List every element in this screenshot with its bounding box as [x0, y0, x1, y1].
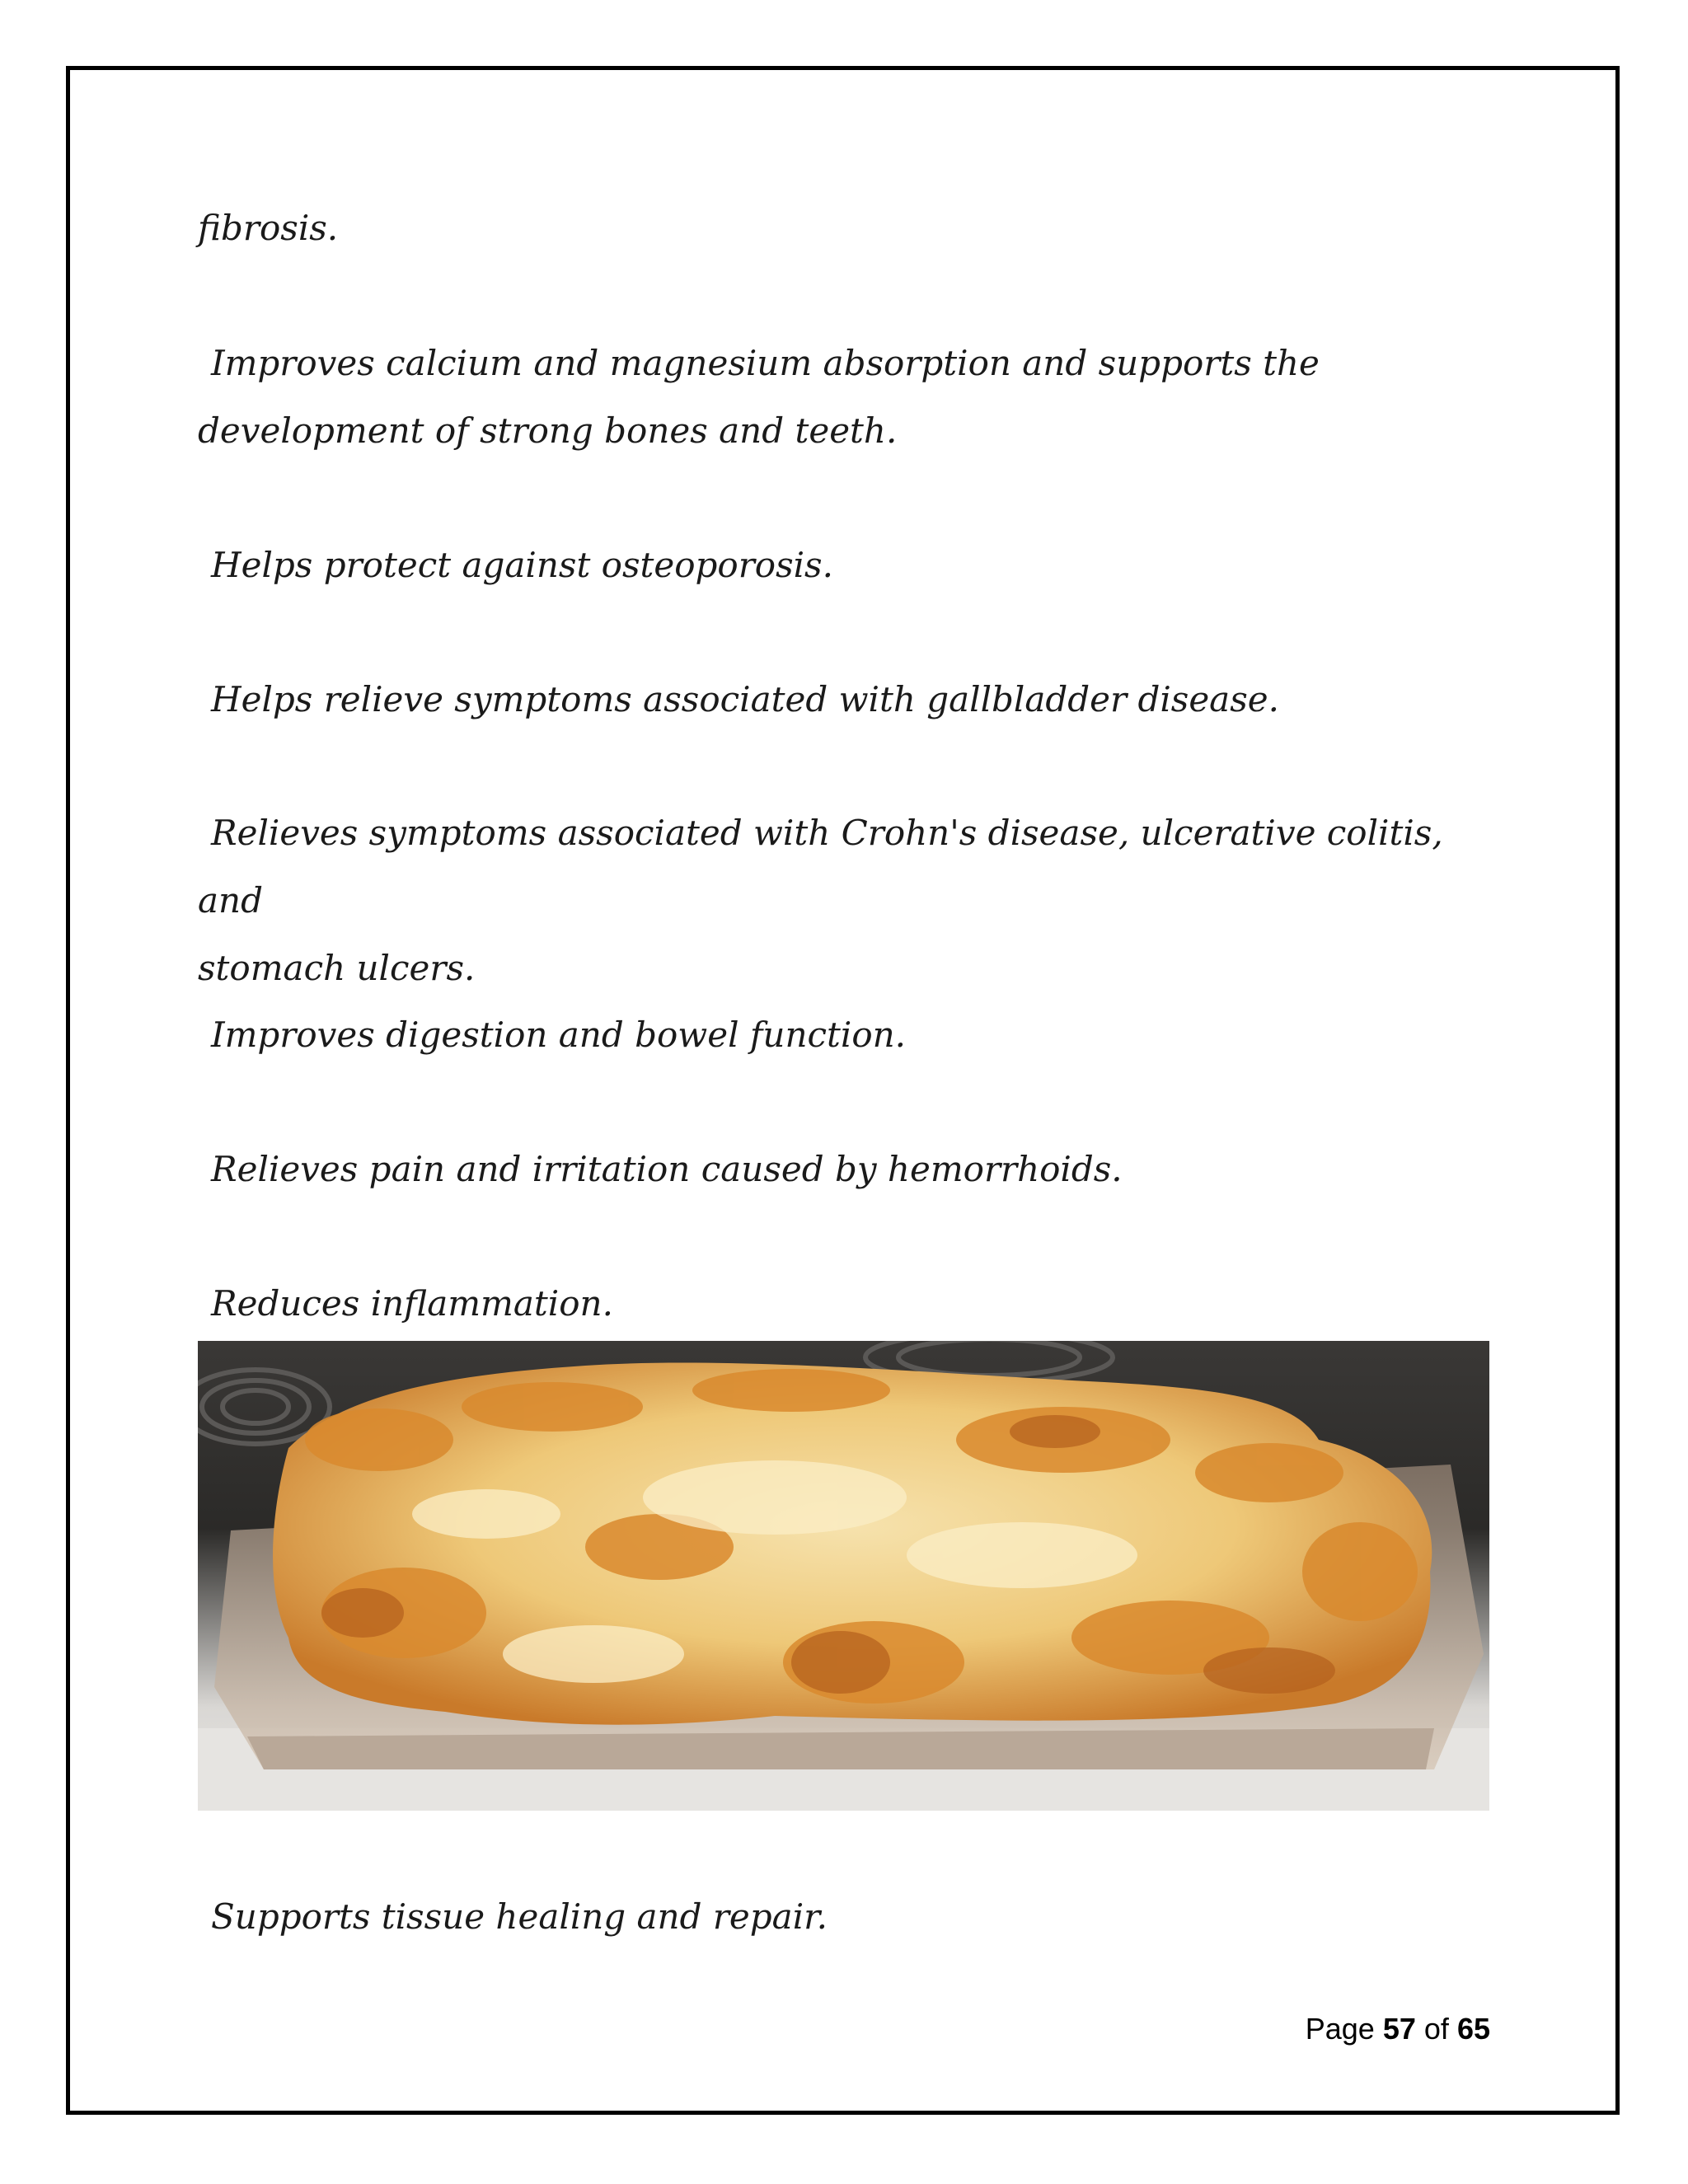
paragraph-digestion: [198, 1001, 1484, 1069]
paragraph-osteoporosis: [198, 532, 1484, 599]
pastry-illustration: [198, 1341, 1489, 1811]
paragraph-text: Relieves symptoms associated with Crohn's disease, ulcerative colitis, and stomach ulcers.: [198, 813, 1443, 988]
paragraph-text: Helps protect against osteoporosis.: [211, 545, 833, 585]
current-page: 57: [1382, 2012, 1416, 2046]
paragraph-text: Improves digestion and bowel function.: [211, 1015, 907, 1055]
paragraph-hemorrhoids: [198, 1136, 1484, 1203]
paragraph-fibrosis: fibrosis.: [198, 208, 339, 248]
paragraph-text: Helps relieve symptoms associated with gallbladder disease.: [211, 679, 1279, 719]
paragraph-text: Improves calcium and magnesium absorption and supports the development of strong bones and teeth.: [198, 343, 1320, 451]
paragraph-crohns: [198, 799, 1484, 1002]
baked-pastry-photo: [198, 1341, 1489, 1811]
paragraph-text: Reduces inflammation.: [211, 1283, 613, 1324]
page-label: Page: [1305, 2012, 1375, 2046]
paragraph-text: Supports tissue healing and repair.: [211, 1896, 828, 1937]
of-label: of: [1423, 2012, 1449, 2046]
total-pages: 65: [1456, 2012, 1490, 2046]
paragraph-tissue-healing: [198, 1883, 1484, 1951]
paragraph-inflammation: [198, 1270, 1484, 1338]
paragraph-calcium-absorption: [198, 330, 1484, 465]
page-number: [1306, 2008, 1490, 2050]
paragraph-gallbladder: [198, 666, 1484, 733]
paragraph-text: Relieves pain and irritation caused by hemorrhoids.: [211, 1149, 1123, 1189]
